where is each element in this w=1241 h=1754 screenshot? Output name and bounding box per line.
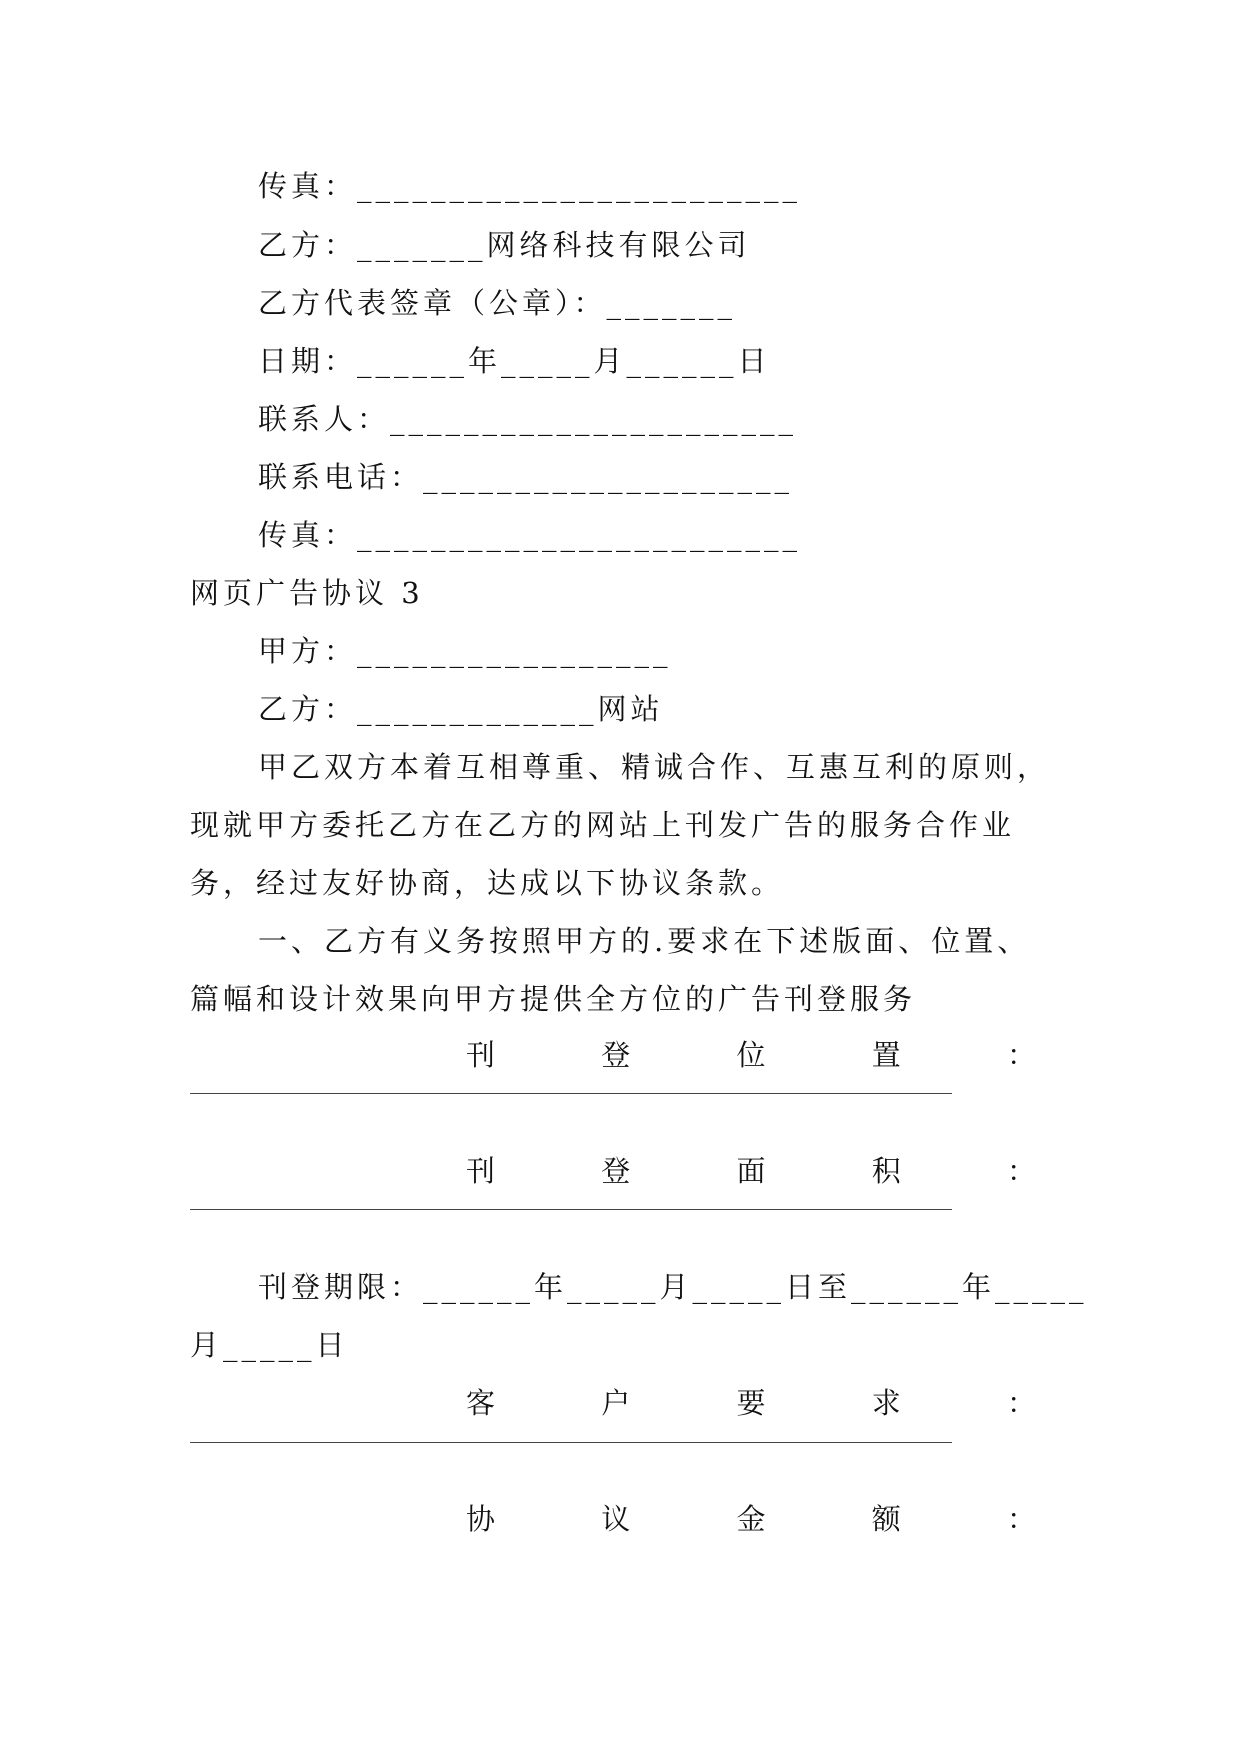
- field-requirement-char: 客: [466, 1386, 496, 1420]
- blank-rule-area: [190, 1209, 952, 1210]
- field-requirement-char: 求: [871, 1386, 901, 1420]
- field-requirement-char: 户: [601, 1386, 631, 1420]
- contact-phone-line: 联系电话：____________________: [258, 460, 794, 494]
- field-area-colon: ：: [1006, 1154, 1036, 1188]
- field-area-char: 积: [871, 1154, 901, 1188]
- field-area-char: 面: [736, 1154, 766, 1188]
- field-amount-char: 金: [736, 1502, 766, 1536]
- paragraph-1-line-2: 现就甲方委托乙方在乙方的网站上刊发广告的服务合作业: [190, 808, 1016, 842]
- paragraph-2-line-1: 一、乙方有义务按照甲方的.要求在下述版面、位置、: [258, 924, 1031, 958]
- field-position-char: 刊: [466, 1038, 496, 1072]
- field-amount-char: 议: [601, 1502, 631, 1536]
- field-amount-char: 额: [871, 1502, 901, 1536]
- field-position-colon: ：: [1006, 1038, 1036, 1072]
- party-b-line: 乙方：_______网络科技有限公司: [258, 228, 751, 262]
- section-title: 网页广告协议 3: [190, 576, 424, 610]
- party-b-seal-line: 乙方代表签章（公章）：_______: [258, 286, 737, 320]
- field-position-char: 位: [736, 1038, 766, 1072]
- blank-rule-position: [190, 1093, 952, 1094]
- field-requirement: [466, 1385, 1036, 1421]
- paragraph-2-line-2: 篇幅和设计效果向甲方提供全方位的广告刊登服务: [190, 982, 917, 1016]
- field-position-char: 置: [871, 1038, 901, 1072]
- field-requirement-colon: ：: [1006, 1386, 1036, 1420]
- date-line: 日期：______年_____月______日: [258, 344, 771, 378]
- fax-line-1: 传真：________________________: [258, 169, 802, 203]
- field-area-char: 登: [601, 1154, 631, 1188]
- field-amount-char: 协: [466, 1502, 496, 1536]
- party-a-line: 甲方：_________________: [258, 634, 672, 668]
- field-requirement-char: 要: [736, 1386, 766, 1420]
- field-position-char: 登: [601, 1038, 631, 1072]
- field-amount-colon: ：: [1006, 1502, 1036, 1536]
- field-amount: [466, 1501, 1036, 1537]
- period-line-2: 月_____日: [190, 1328, 349, 1362]
- field-position: [466, 1037, 1036, 1073]
- field-area-char: 刊: [466, 1154, 496, 1188]
- paragraph-1-line-3: 务，经过友好协商，达成以下协议条款。: [190, 866, 785, 900]
- contact-line: 联系人：______________________: [258, 402, 798, 436]
- fax-line-2: 传真：________________________: [258, 518, 802, 552]
- party-b-website-line: 乙方：_____________网站: [258, 692, 664, 726]
- field-area: [466, 1153, 1036, 1189]
- period-line-1: 刊登期限：______年_____月_____日至______年_____: [258, 1270, 1088, 1304]
- blank-rule-requirement: [190, 1442, 952, 1443]
- paragraph-1-line-1: 甲乙双方本着互相尊重、精诚合作、互惠互利的原则，: [258, 750, 1051, 784]
